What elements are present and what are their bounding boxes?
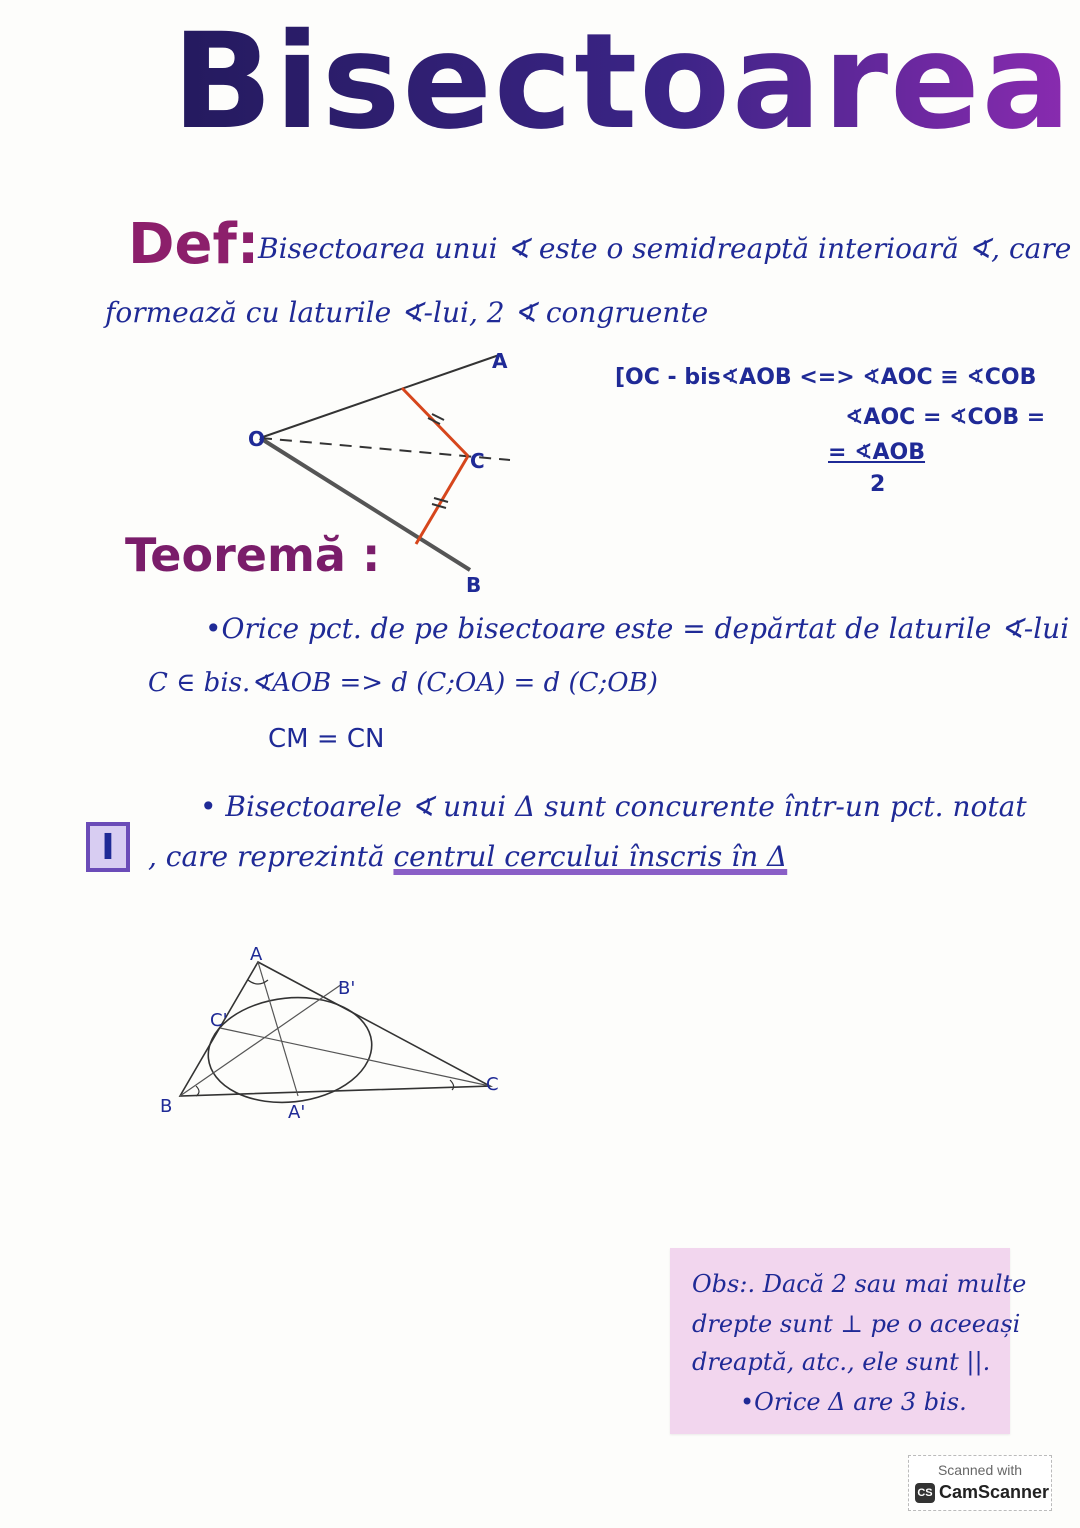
label-triangle-c-prime: C' (210, 1010, 228, 1031)
camscanner-logo-icon: CS (915, 1483, 935, 1503)
formula-line-1: [OC - bis∢AOB <=> ∢AOC ≡ ∢COB (615, 365, 1037, 390)
bisector-from-b (180, 984, 342, 1096)
definition-line-1: Bisectoarea unui ∢ este o semidreaptă interioară ∢, care (258, 232, 1072, 265)
formula-line-2: ∢AOC = ∢COB = (845, 405, 1046, 430)
label-triangle-c: C (486, 1074, 499, 1095)
theorem-equation-2: CM = CN (268, 724, 385, 754)
ray-oa (260, 354, 502, 438)
label-c: C (470, 449, 485, 473)
label-triangle-a: A (250, 944, 263, 965)
label-b: B (466, 573, 482, 597)
theorem-point-2-continuation (148, 840, 787, 873)
theorem-point-1: •Orice pct. de pe bisectoare este = depărtat de laturile ∢-lui (205, 612, 1070, 645)
incircle-center-phrase: centrul cercului înscris în Δ (393, 840, 788, 873)
watermark-brand: CamScanner (939, 1482, 1050, 1502)
note-line-3: dreaptă, atc., ele sunt ||. (692, 1348, 991, 1376)
label-a: A (492, 349, 508, 373)
label-triangle-a-prime: A' (288, 1102, 306, 1123)
label-triangle-b-prime: B' (338, 978, 356, 999)
theorem-equation-1: C ∈ bis.∢AOB => d (C;OA) = d (C;OB) (148, 668, 658, 698)
theorem-point-2: • Bisectoarele ∢ unui Δ sunt concurente într-un pct. notat (200, 790, 1027, 823)
continuation-text: , care reprezintă (148, 840, 394, 873)
note-line-1: Obs:. Dacă 2 sau mai multe (692, 1270, 1027, 1298)
label-triangle-b: B (160, 1096, 173, 1117)
label-o: O (248, 427, 266, 451)
incenter-letter-box: I (86, 822, 130, 872)
theorem-label: Teoremă : (125, 528, 381, 582)
incircle-triangle-figure (150, 940, 520, 1130)
formula-line-3: = ∢AOB (828, 440, 926, 465)
note-line-2: drepte sunt ⊥ pe o aceeași (692, 1310, 1021, 1338)
camscanner-watermark (908, 1455, 1052, 1511)
page-title: Bisectoarea (172, 5, 1073, 159)
formula-line-4: 2 (870, 472, 886, 497)
definition-line-2: formează cu laturile ∢-lui, 2 ∢ congruente (105, 296, 709, 329)
definition-label: Def: (128, 212, 260, 277)
note-line-4: •Orice Δ are 3 bis. (740, 1388, 967, 1416)
watermark-caption: Scanned with (937, 1462, 1023, 1478)
observation-note (670, 1248, 1027, 1434)
